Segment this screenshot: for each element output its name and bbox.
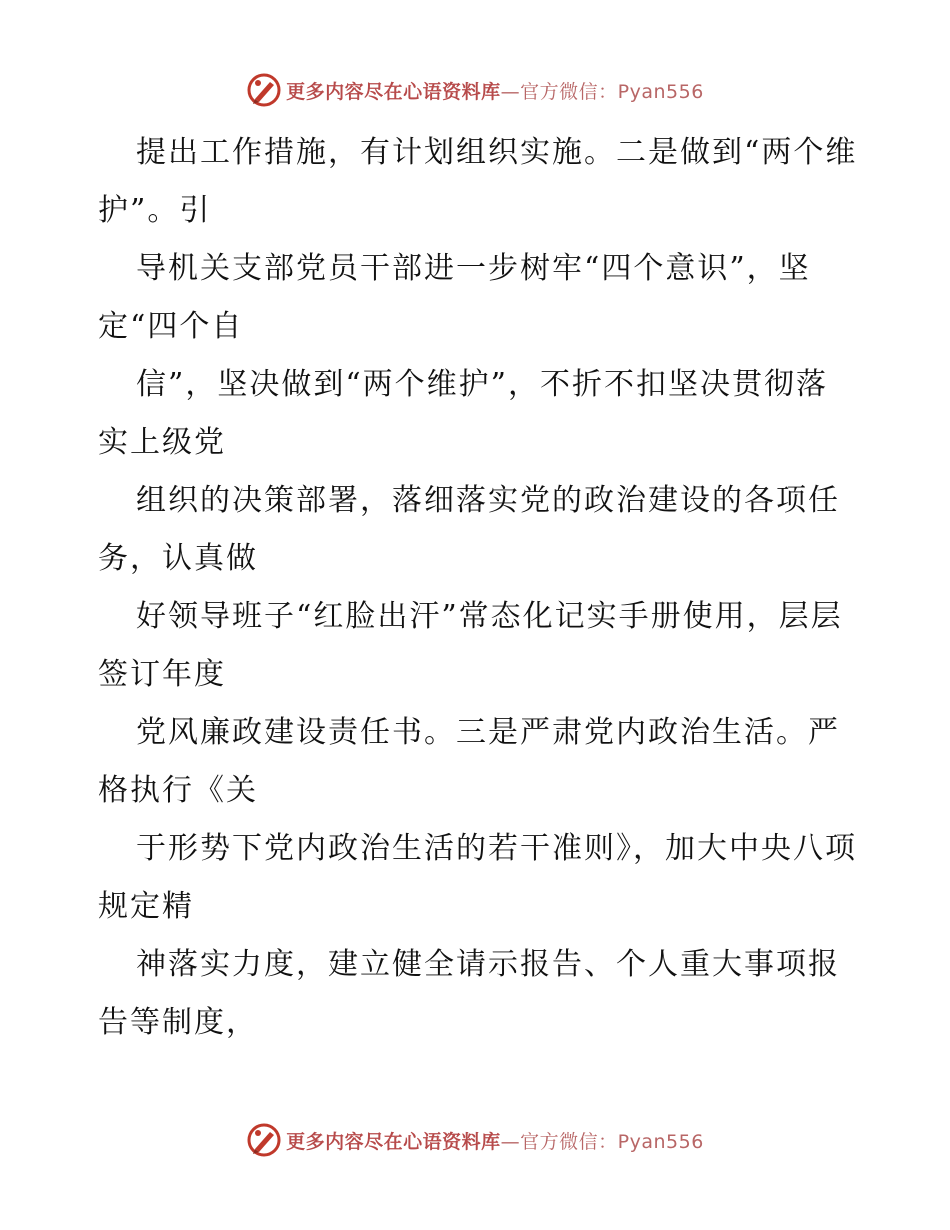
header-banner [0,70,950,110]
paragraph: 神落实力度，建立健全请示报告、个人重大事项报告等制度， [98,947,840,1040]
pen-logo-icon [246,1122,282,1158]
footer-banner [0,1120,950,1160]
banner-text [286,1127,704,1154]
banner-main-text: 更多内容尽在心语资料库 [286,1130,501,1153]
banner-sub-text: —官方微信：Pyan556 [500,1130,704,1153]
paragraph: 组织的决策部署，落细落实党的政治建设的各项任务，认真做 [98,483,840,576]
paragraph: 党风廉政建设责任书。三是严肃党内政治生活。严格执行《关 [98,715,840,808]
banner-main-text: 更多内容尽在心语资料库 [286,80,501,103]
paragraph: 导机关支部党员干部进一步树牢“四个意识”，坚定“四个自 [98,251,811,344]
banner-text [286,77,704,104]
paragraph: 信”，坚决做到“两个维护”，不折不扣坚决贯彻落实上级党 [98,367,829,460]
banner-sub-text: —官方微信：Pyan556 [500,80,704,103]
document-body [98,124,858,1052]
paragraph: 提出工作措施，有计划组织实施。二是做到“两个维护”。引 [98,135,858,228]
paragraph: 好领导班子“红脸出汗”常态化记实手册使用，层层签订年度 [98,599,843,692]
paragraph: 于形势下党内政治生活的若干准则》，加大中央八项规定精 [98,831,857,924]
pen-logo-icon [246,72,282,108]
